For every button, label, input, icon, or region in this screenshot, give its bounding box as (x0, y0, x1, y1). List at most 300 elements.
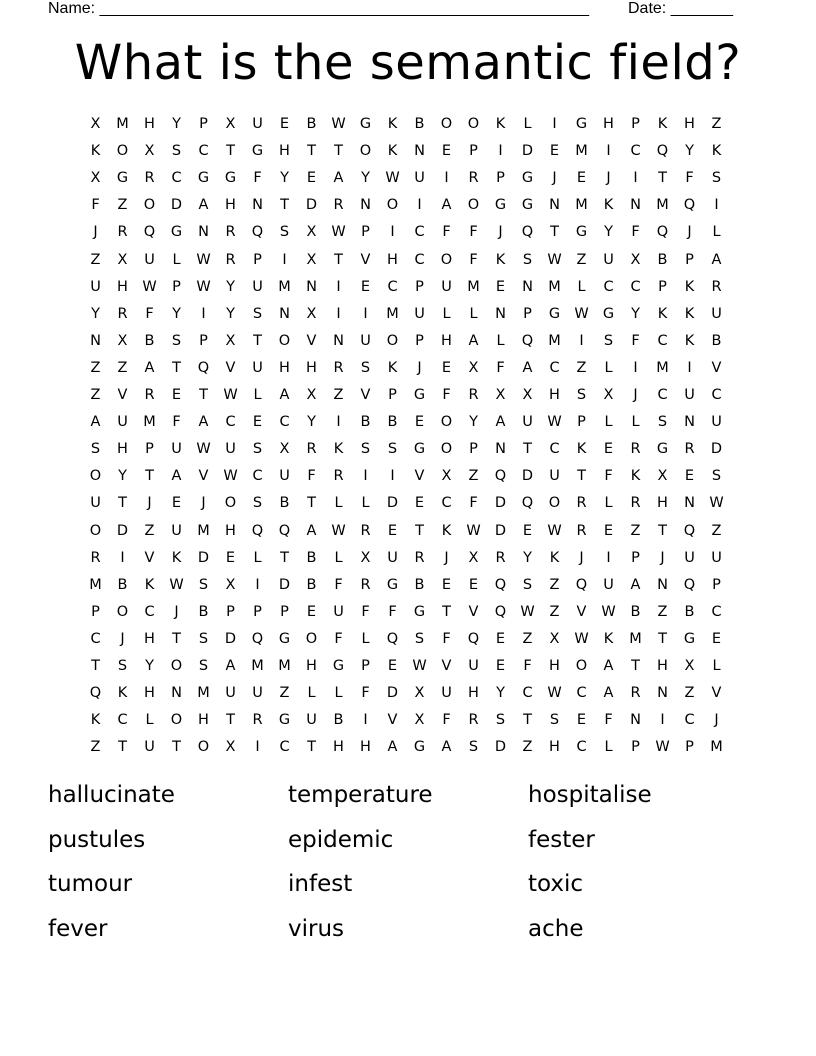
grid-letter: K (603, 197, 614, 214)
grid-letter: T (334, 251, 343, 268)
grid-letter: W (547, 251, 562, 268)
grid-row (82, 683, 742, 710)
grid-letter: B (684, 603, 695, 620)
grid-letter: U (414, 170, 425, 187)
grid-letter: S (198, 576, 209, 593)
grid-letter: H (549, 658, 560, 674)
grid-letter: H (117, 278, 128, 295)
grid-letter: B (387, 414, 398, 431)
grid-row (82, 629, 742, 656)
grid-letter: U (549, 468, 560, 485)
grid-letter: P (388, 387, 397, 403)
grid-letter: S (198, 658, 209, 674)
grid-letter: Y (226, 278, 235, 295)
grid-letter: W (547, 522, 562, 539)
grid-letter: M (143, 414, 156, 431)
grid-letter: N (495, 441, 506, 458)
grid-letter: R (117, 305, 128, 322)
grid-letter: N (279, 305, 290, 322)
grid-letter: R (630, 495, 641, 512)
grid-letter: Z (576, 251, 587, 268)
grid-letter: H (549, 739, 560, 756)
grid-letter: T (307, 143, 316, 160)
grid-letter: J (633, 387, 638, 403)
grid-letter: I (633, 359, 638, 376)
grid-letter: E (387, 658, 398, 674)
grid-letter: Q (494, 603, 507, 620)
grid-letter: A (90, 414, 101, 431)
grid-letter: R (630, 441, 641, 458)
grid-letter: Q (143, 224, 156, 241)
grid-letter: U (90, 495, 101, 512)
grid-letter: T (550, 224, 559, 241)
grid-letter: N (684, 414, 695, 431)
grid-letter: T (415, 522, 424, 539)
grid-letter: U (468, 658, 479, 674)
grid-letter: G (548, 305, 561, 322)
grid-letter: C (117, 712, 128, 729)
grid-letter: I (363, 712, 368, 729)
grid-letter: C (711, 387, 722, 403)
grid-row (82, 195, 742, 222)
page-title: What is the semantic field? (74, 35, 742, 91)
grid-letter: R (468, 170, 479, 187)
grid-letter: D (521, 143, 534, 160)
grid-letter: F (685, 170, 694, 187)
grid-letter: Q (197, 359, 210, 376)
grid-letter: U (252, 685, 263, 702)
grid-row (82, 602, 742, 629)
grid-letter: M (197, 522, 210, 539)
grid-letter: F (442, 630, 451, 647)
grid-letter: U (603, 251, 614, 268)
grid-letter: J (174, 603, 179, 620)
grid-letter: M (251, 658, 264, 674)
grid-letter: Q (656, 143, 669, 160)
grid-letter: T (172, 359, 181, 376)
grid-letter: S (198, 630, 209, 647)
grid-letter: X (225, 739, 236, 756)
grid-letter: U (603, 576, 614, 593)
grid-letter: F (469, 251, 478, 268)
grid-letter: Z (630, 522, 641, 539)
grid-row (82, 331, 742, 358)
grid-letter: E (468, 576, 479, 593)
grid-letter: P (523, 305, 532, 322)
grid-letter: F (523, 658, 532, 674)
grid-letter: L (523, 116, 532, 132)
grid-letter: A (279, 387, 290, 403)
grid-letter: Z (333, 387, 344, 403)
grid-letter: C (657, 387, 668, 403)
grid-letter: X (414, 685, 425, 702)
grid-letter: C (630, 143, 641, 160)
grid-letter: X (603, 387, 614, 403)
grid-letter: K (387, 143, 398, 160)
grid-letter: E (495, 278, 506, 295)
grid-letter: T (577, 468, 586, 485)
grid-letter: P (685, 251, 694, 268)
grid-letter: I (579, 332, 584, 349)
grid-letter: B (198, 603, 209, 620)
grid-letter: G (521, 197, 534, 214)
grid-letter: I (660, 712, 665, 729)
grid-letter: Z (576, 359, 587, 376)
grid-letter: U (144, 739, 155, 756)
grid-letter: M (89, 576, 102, 593)
grid-letter: B (414, 116, 425, 132)
grid-letter: V (441, 658, 452, 674)
grid-letter: M (197, 685, 210, 702)
grid-letter: N (657, 576, 668, 593)
grid-letter: Y (631, 305, 640, 322)
grid-letter: Q (89, 685, 102, 702)
grid-letter: U (225, 441, 236, 458)
grid-letter: H (117, 441, 128, 458)
grid-letter: U (144, 251, 155, 268)
grid-letter: C (630, 278, 641, 295)
grid-letter: D (197, 549, 210, 566)
word-list-item: ache (528, 915, 584, 942)
grid-letter: Q (683, 197, 696, 214)
grid-letter: G (683, 630, 696, 647)
grid-letter: S (90, 441, 101, 458)
grid-letter: N (630, 712, 641, 729)
grid-letter: Y (226, 305, 235, 322)
grid-letter: U (711, 549, 722, 566)
grid-letter: G (656, 441, 669, 458)
grid-letter: W (196, 278, 211, 295)
grid-letter: X (657, 468, 668, 485)
grid-letter: V (198, 468, 209, 485)
grid-letter: F (442, 224, 451, 241)
grid-letter: S (171, 143, 182, 160)
grid-row (82, 114, 742, 141)
grid-letter: T (280, 197, 289, 214)
word-list-item: fever (48, 915, 108, 942)
grid-letter: K (684, 305, 695, 322)
grid-letter: S (549, 712, 560, 729)
grid-letter: F (172, 414, 181, 431)
grid-letter: C (549, 441, 560, 458)
grid-letter: O (548, 495, 561, 512)
grid-letter: O (89, 522, 102, 539)
grid-letter: H (603, 116, 614, 132)
grid-letter: R (360, 576, 371, 593)
grid-letter: O (440, 251, 453, 268)
grid-letter: P (415, 332, 424, 349)
grid-letter: K (711, 143, 722, 160)
grid-letter: D (494, 739, 507, 756)
grid-letter: F (253, 170, 262, 187)
grid-letter: I (606, 549, 611, 566)
grid-letter: U (90, 278, 101, 295)
grid-letter: M (278, 278, 291, 295)
grid-letter: T (172, 739, 181, 756)
grid-letter: O (575, 658, 588, 674)
grid-letter: D (116, 522, 129, 539)
grid-letter: S (171, 332, 182, 349)
grid-letter: T (658, 522, 667, 539)
grid-letter: Q (251, 522, 264, 539)
grid-letter: F (334, 630, 343, 647)
grid-letter: Y (685, 143, 694, 160)
grid-row (82, 548, 742, 575)
grid-letter: Q (494, 576, 507, 593)
grid-letter: P (631, 739, 640, 756)
grid-letter: G (521, 170, 534, 187)
word-list-item: tumour (48, 871, 133, 897)
grid-letter: G (278, 712, 291, 729)
grid-letter: K (684, 332, 695, 349)
grid-letter: R (225, 224, 236, 241)
grid-letter: U (441, 685, 452, 702)
grid-letter: J (120, 630, 125, 647)
grid-letter: A (522, 359, 533, 376)
grid-letter: F (604, 468, 613, 485)
grid-letter: A (198, 197, 209, 214)
grid-letter: L (631, 414, 640, 431)
grid-letter: Z (144, 522, 155, 539)
grid-letter: F (604, 712, 613, 729)
grid-letter: N (171, 685, 182, 702)
grid-letter: O (305, 630, 318, 647)
grid-letter: L (604, 495, 613, 512)
grid-letter: S (657, 414, 668, 431)
grid-letter: X (117, 332, 128, 349)
grid-letter: K (441, 522, 452, 539)
grid-letter: E (711, 630, 722, 647)
grid-letter: N (522, 278, 533, 295)
grid-letter: B (711, 332, 722, 349)
grid-letter: R (684, 441, 695, 458)
grid-letter: Z (522, 739, 533, 756)
grid-letter: F (469, 224, 478, 241)
grid-letter: A (603, 685, 614, 702)
grid-letter: U (306, 712, 317, 729)
grid-letter: E (306, 603, 317, 620)
grid-letter: B (333, 712, 344, 729)
grid-letter: E (225, 549, 236, 566)
grid-letter: C (576, 685, 587, 702)
grid-letter: T (307, 495, 316, 512)
grid-letter: D (386, 495, 399, 512)
grid-letter: A (306, 522, 317, 539)
grid-letter: K (90, 143, 101, 160)
grid-letter: I (390, 468, 395, 485)
grid-row (82, 412, 742, 439)
grid-letter: P (91, 603, 100, 620)
grid-letter: C (171, 170, 182, 187)
grid-letter: A (441, 197, 452, 214)
grid-letter: F (442, 387, 451, 403)
grid-letter: U (414, 305, 425, 322)
grid-letter: S (711, 468, 722, 485)
grid-letter: W (709, 495, 724, 512)
grid-letter: L (604, 739, 613, 756)
grid-letter: Y (172, 305, 181, 322)
grid-letter: U (252, 359, 263, 376)
grid-letter: K (630, 468, 641, 485)
grid-letter: R (468, 712, 479, 729)
grid-letter: Q (521, 332, 534, 349)
grid-letter: P (469, 441, 478, 458)
grid-letter: G (197, 170, 210, 187)
grid-letter: I (363, 468, 368, 485)
grid-letter: S (252, 495, 263, 512)
grid-letter: C (90, 630, 101, 647)
grid-letter: Y (496, 685, 505, 702)
grid-letter: E (279, 116, 290, 132)
grid-letter: N (306, 278, 317, 295)
grid-letter: F (307, 468, 316, 485)
grid-letter: H (333, 739, 344, 756)
grid-letter: L (253, 387, 262, 403)
grid-letter: C (198, 143, 209, 160)
grid-letter: E (522, 522, 533, 539)
grid-letter: E (414, 414, 425, 431)
grid-letter: H (144, 630, 155, 647)
grid-letter: X (360, 549, 371, 566)
grid-letter: L (334, 549, 343, 566)
grid-letter: V (711, 359, 722, 376)
grid-letter: G (278, 630, 291, 647)
grid-letter: X (468, 359, 479, 376)
grid-letter: E (441, 143, 452, 160)
grid-letter: H (657, 658, 668, 674)
grid-letter: L (334, 495, 343, 512)
grid-letter: Z (657, 603, 668, 620)
grid-letter: T (118, 495, 127, 512)
grid-letter: T (658, 630, 667, 647)
grid-letter: N (495, 305, 506, 322)
grid-letter: W (547, 414, 562, 431)
grid-letter: Z (711, 522, 722, 539)
grid-letter: K (144, 576, 155, 593)
grid-letter: H (549, 387, 560, 403)
grid-letter: E (684, 468, 695, 485)
grid-letter: C (225, 414, 236, 431)
grid-letter: I (498, 143, 503, 160)
word-list-item: hospitalise (528, 782, 652, 808)
grid-letter: R (333, 359, 344, 376)
grid-letter: R (144, 170, 155, 187)
grid-letter: J (444, 549, 449, 566)
grid-letter: A (711, 251, 722, 268)
grid-letter: Y (523, 549, 532, 566)
grid-letter: O (467, 116, 480, 132)
grid-letter: Q (467, 630, 480, 647)
grid-letter: E (576, 170, 587, 187)
grid-letter: L (361, 495, 370, 512)
grid-letter: J (417, 359, 422, 376)
grid-letter: L (253, 549, 262, 566)
grid-letter: X (225, 332, 236, 349)
grid-row (82, 493, 742, 520)
grid-letter: W (574, 630, 589, 647)
grid-letter: A (198, 414, 209, 431)
grid-letter: W (169, 576, 184, 593)
grid-letter: C (279, 414, 290, 431)
grid-letter: E (360, 278, 371, 295)
grid-letter: K (684, 278, 695, 295)
grid-letter: S (387, 441, 398, 458)
grid-letter: K (90, 712, 101, 729)
grid-letter: O (197, 739, 210, 756)
grid-letter: A (387, 739, 398, 756)
grid-letter: U (711, 305, 722, 322)
grid-letter: F (91, 197, 100, 214)
grid-letter: I (390, 224, 395, 241)
grid-letter: V (360, 387, 371, 403)
grid-letter: F (361, 603, 370, 620)
grid-letter: Q (494, 468, 507, 485)
grid-letter: V (387, 712, 398, 729)
grid-letter: X (630, 251, 641, 268)
grid-letter: R (630, 685, 641, 702)
grid-letter: V (711, 685, 722, 702)
grid-letter: H (468, 685, 479, 702)
word-list-item: epidemic (288, 826, 394, 853)
grid-letter: Y (307, 414, 316, 431)
grid-letter: S (495, 712, 506, 729)
grid-row (82, 168, 742, 195)
grid-letter: M (656, 197, 669, 214)
grid-letter: P (469, 143, 478, 160)
grid-row (82, 141, 742, 168)
grid-letter: G (386, 576, 399, 593)
grid-letter: B (657, 251, 668, 268)
grid-letter: M (386, 305, 399, 322)
grid-letter: Z (549, 576, 560, 593)
grid-letter: B (630, 603, 641, 620)
grid-letter: O (440, 414, 453, 431)
grid-letter: M (548, 278, 561, 295)
grid-letter: G (359, 116, 372, 132)
grid-letter: V (360, 251, 371, 268)
grid-letter: Z (684, 685, 695, 702)
grid-letter: X (306, 251, 317, 268)
grid-letter: Q (386, 630, 399, 647)
grid-letter: Z (711, 116, 722, 132)
grid-letter: O (116, 603, 129, 620)
grid-letter: E (495, 658, 506, 674)
grid-row (82, 710, 742, 737)
grid-letter: X (306, 387, 317, 403)
grid-letter: I (417, 197, 422, 214)
grid-letter: P (145, 441, 154, 458)
grid-letter: P (658, 278, 667, 295)
grid-letter: C (549, 359, 560, 376)
grid-letter: X (468, 549, 479, 566)
grid-letter: A (171, 468, 182, 485)
grid-letter: W (223, 468, 238, 485)
grid-row (82, 358, 742, 385)
grid-letter: K (657, 116, 668, 132)
grid-letter: Z (90, 387, 101, 403)
grid-letter: P (712, 576, 721, 593)
grid-letter: K (495, 116, 506, 132)
grid-letter: B (360, 414, 371, 431)
grid-letter: U (441, 278, 452, 295)
grid-letter: T (523, 441, 532, 458)
grid-letter: P (253, 251, 262, 268)
grid-letter: K (576, 441, 587, 458)
grid-letter: V (306, 332, 317, 349)
grid-letter: R (252, 712, 263, 729)
grid-letter: Y (91, 305, 100, 322)
grid-letter: Z (522, 630, 533, 647)
